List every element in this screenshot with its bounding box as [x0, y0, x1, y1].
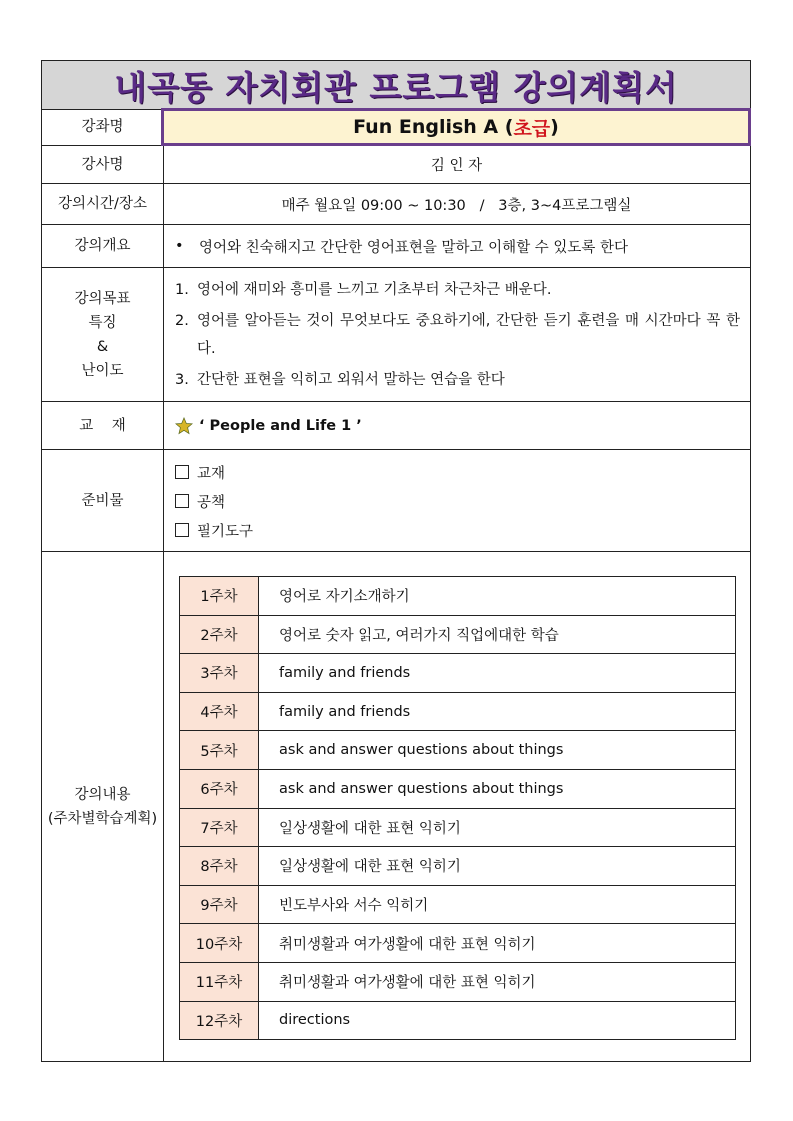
goals-label-line: &	[96, 338, 109, 355]
week-number: 9주차	[180, 885, 259, 924]
materials-label: 준비물	[42, 450, 164, 551]
week-number: 3주차	[180, 654, 259, 693]
week-topic: 빈도부사와 서수 익히기	[259, 885, 736, 924]
table-row	[180, 615, 736, 654]
table-row	[180, 808, 736, 847]
materials-row	[42, 450, 750, 552]
plan-row	[42, 552, 750, 1061]
week-topic: family and friends	[259, 654, 736, 693]
week-topic: 영어로 자기소개하기	[259, 577, 736, 616]
week-number: 5주차	[180, 731, 259, 770]
goal-item: 3. 간단한 표현을 익히고 외워서 말하는 연습을 한다	[175, 372, 505, 388]
goal-item: 1. 영어에 재미와 흥미를 느끼고 기초부터 차근차근 배운다.	[175, 282, 552, 298]
schedule-label: 강의시간/장소	[42, 184, 164, 224]
plan-label	[42, 552, 164, 1061]
goals-label-line: 강의목표	[74, 290, 131, 307]
instructor-name: 김 인 자	[430, 158, 483, 174]
overview-text: 영어와 친숙해지고 간단한 영어표현을 말하고 이해할 수 있도록 한다	[199, 239, 629, 256]
plan-label-line: 강의내용	[74, 786, 131, 803]
week-topic: 취미생활과 여가생활에 대한 표현 익히기	[259, 962, 736, 1001]
table-row	[180, 962, 736, 1001]
plan-label-line: (주차별학습계획)	[47, 810, 158, 827]
lesson-plan-sheet	[41, 60, 751, 1062]
table-row	[180, 769, 736, 808]
week-number: 7주차	[180, 808, 259, 847]
star-icon	[175, 417, 193, 435]
materials-item: 교재	[175, 460, 253, 489]
goals-row	[42, 268, 750, 402]
table-row	[180, 731, 736, 770]
instructor-row	[42, 146, 750, 184]
textbook-row	[42, 402, 750, 450]
week-topic: directions	[259, 1001, 736, 1040]
checkbox-icon	[175, 465, 189, 479]
goal-item: 2. 영어를 알아듣는 것이 무엇보다도 중요하기에, 간단한 듣기 훈련을 매 시간마다 꼭 한다.	[175, 313, 740, 357]
materials-list	[175, 460, 253, 547]
textbook-label: 교 재	[42, 402, 164, 449]
course-label: 강좌명	[42, 109, 164, 145]
week-topic: 일상생활에 대한 표현 익히기	[259, 808, 736, 847]
goals-label-line: 난이도	[81, 362, 124, 379]
checkbox-icon	[175, 494, 189, 508]
table-row	[180, 692, 736, 731]
table-row	[180, 1001, 736, 1040]
textbook-title: ‘ People and Life 1 ’	[199, 417, 362, 434]
schedule-row	[42, 184, 750, 225]
table-row	[180, 577, 736, 616]
week-number: 1주차	[180, 577, 259, 616]
week-topic: family and friends	[259, 692, 736, 731]
week-topic: 영어로 숫자 읽고, 여러가지 직업에대한 학습	[259, 615, 736, 654]
title-bar	[42, 61, 750, 110]
week-topic: ask and answer questions about things	[259, 769, 736, 808]
goals-label-line: 특징	[88, 314, 117, 331]
weekly-plan-table	[179, 576, 736, 1040]
week-topic: ask and answer questions about things	[259, 731, 736, 770]
course-level: 초급	[513, 117, 551, 140]
week-number: 2주차	[180, 615, 259, 654]
page-title: 내곡동 자치회관 프로그램 강의계획서	[114, 67, 678, 107]
table-row	[180, 924, 736, 963]
overview-row	[42, 225, 750, 268]
week-topic: 일상생활에 대한 표현 익히기	[259, 847, 736, 886]
materials-item: 공책	[175, 489, 253, 518]
week-number: 4주차	[180, 692, 259, 731]
week-number: 8주차	[180, 847, 259, 886]
course-name-box	[161, 108, 751, 146]
course-close: )	[550, 116, 559, 138]
week-number: 11주차	[180, 962, 259, 1001]
overview-label: 강의개요	[42, 225, 164, 267]
week-number: 6주차	[180, 769, 259, 808]
goals-label	[42, 268, 164, 401]
course-row	[42, 109, 750, 146]
week-topic: 취미생활과 여가생활에 대한 표현 익히기	[259, 924, 736, 963]
week-number: 10주차	[180, 924, 259, 963]
overview-bullet: •	[175, 238, 184, 254]
course-name: Fun English A (	[353, 116, 514, 138]
checkbox-icon	[175, 523, 189, 537]
table-row	[180, 654, 736, 693]
week-number: 12주차	[180, 1001, 259, 1040]
goals-list	[175, 276, 740, 394]
instructor-label: 강사명	[42, 146, 164, 183]
schedule-value: 매주 월요일 09:00 ~ 10:30 / 3층, 3~4프로그램실	[281, 197, 632, 214]
table-row	[180, 847, 736, 886]
materials-item: 필기도구	[175, 518, 253, 547]
table-row	[180, 885, 736, 924]
